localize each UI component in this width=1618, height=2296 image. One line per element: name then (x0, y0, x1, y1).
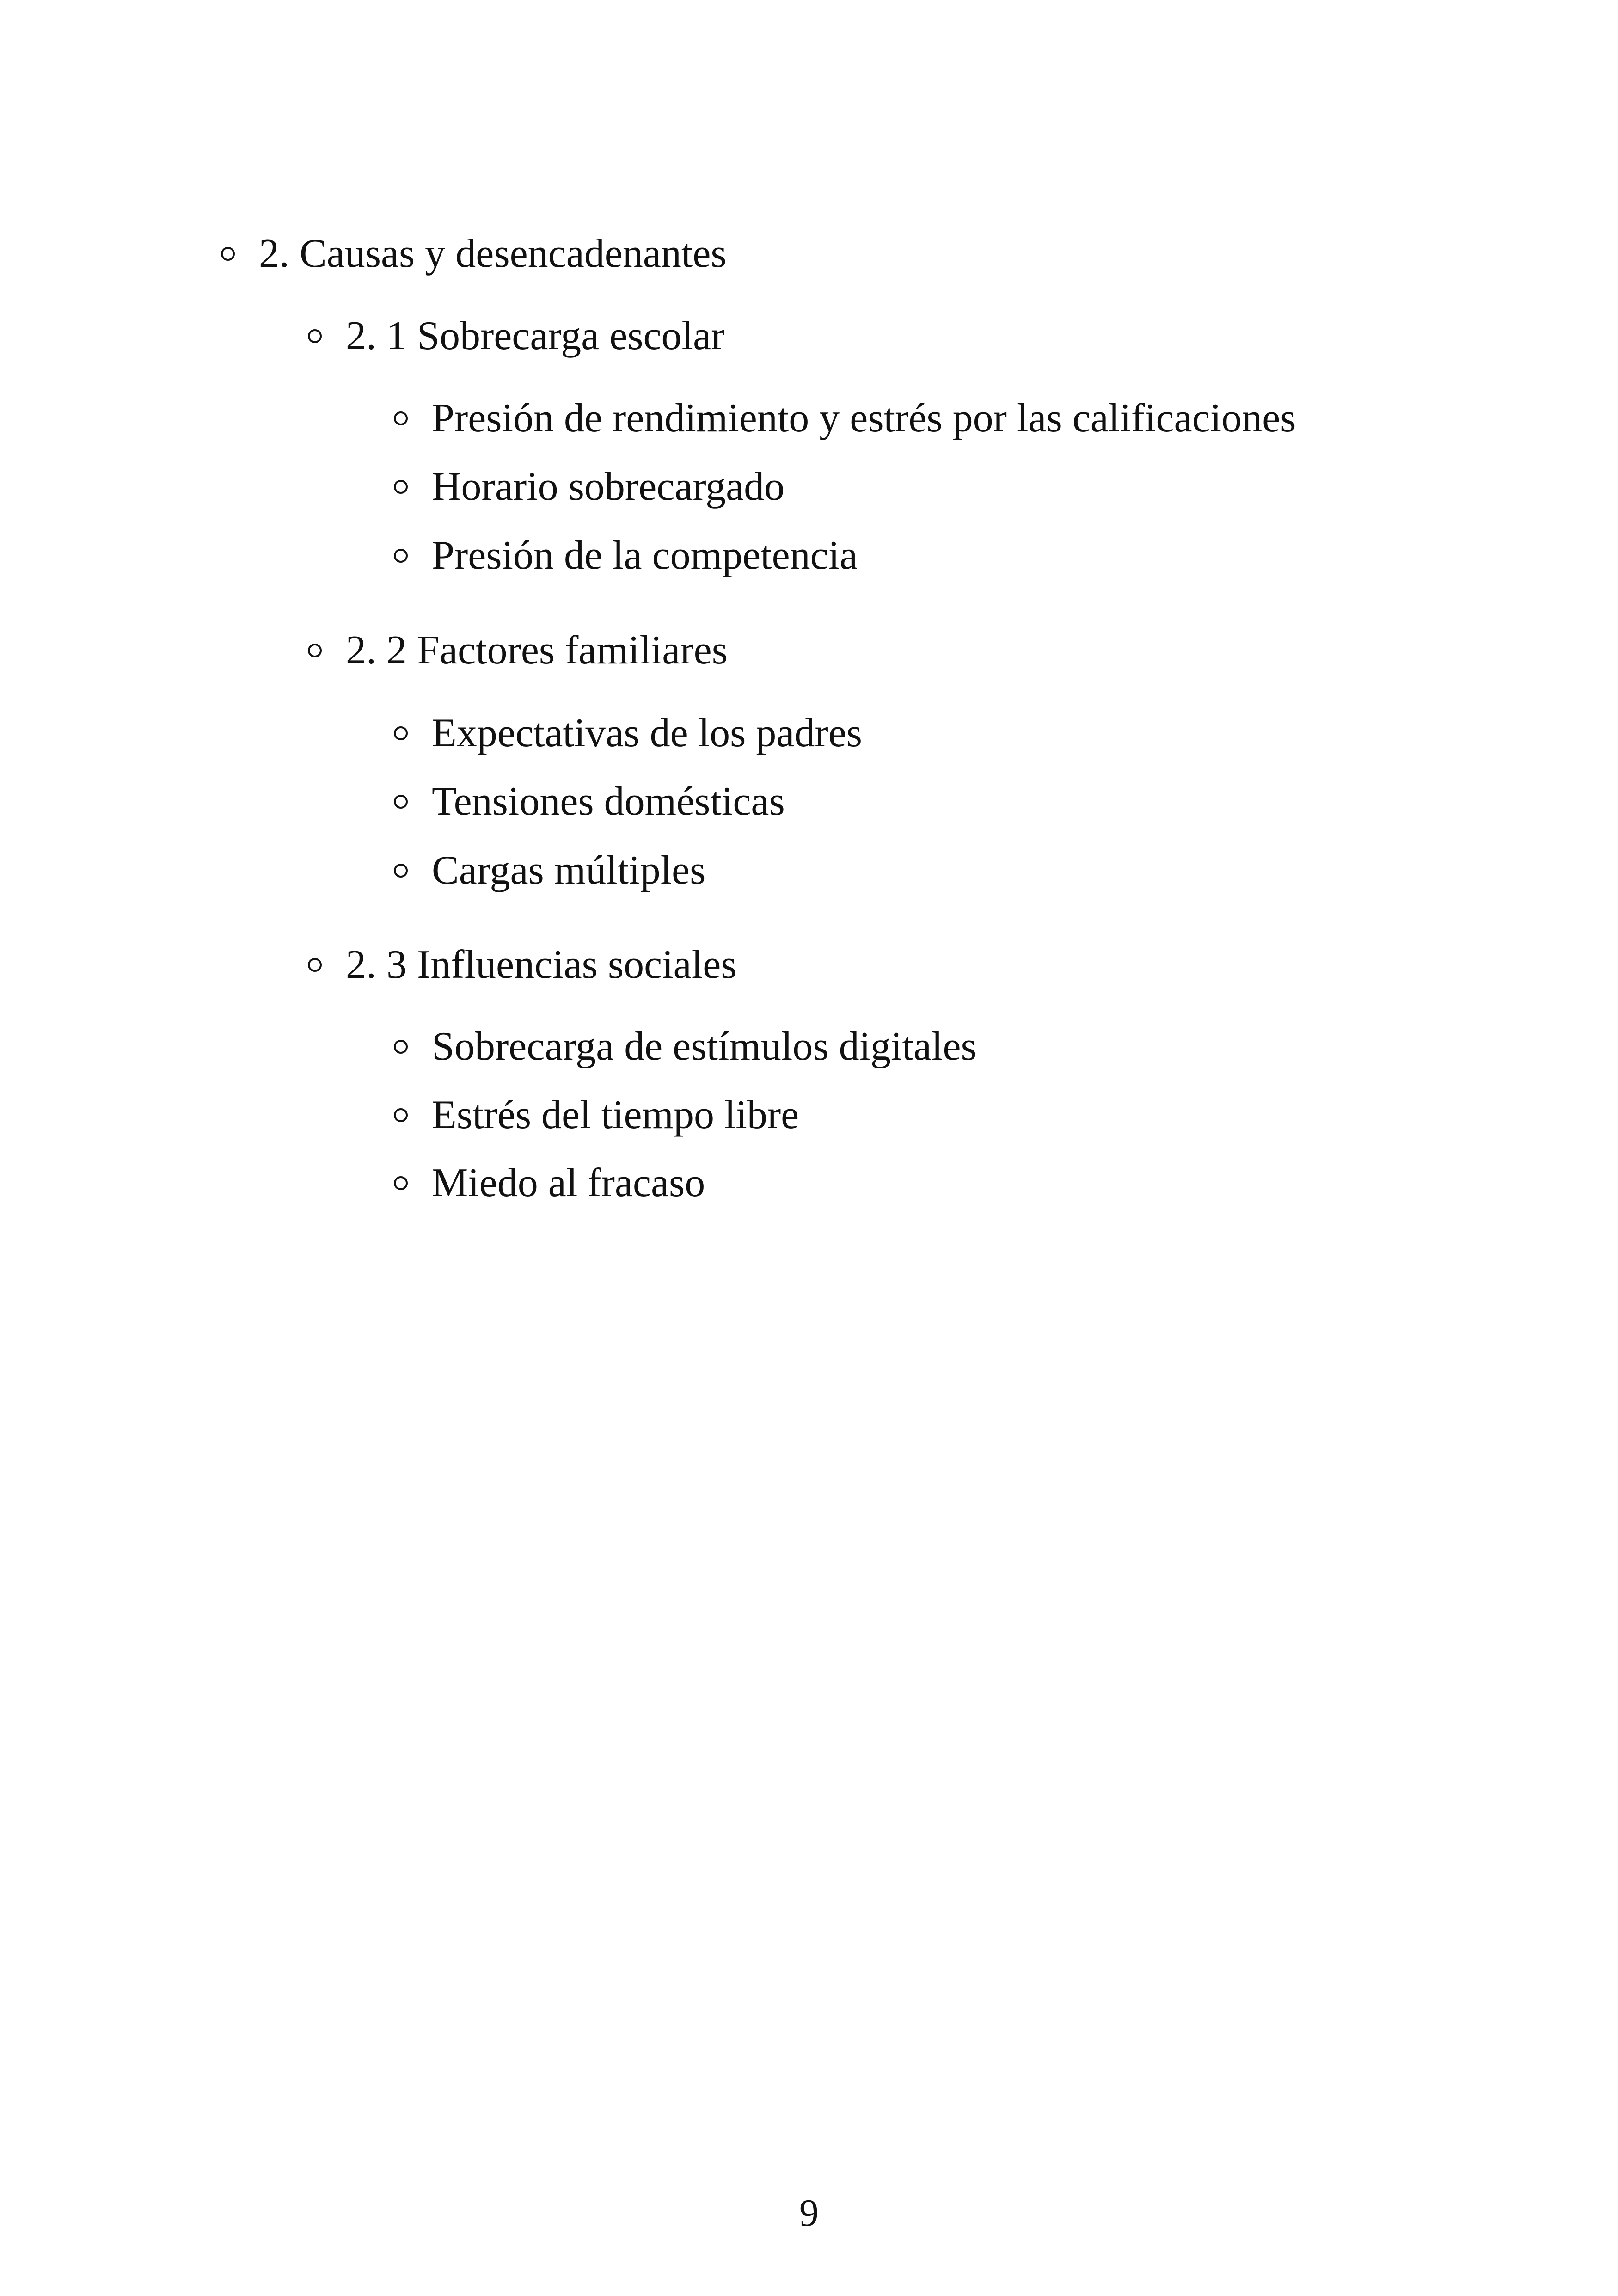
list-item (394, 535, 858, 576)
list-item (394, 1160, 705, 1205)
list-item (394, 1026, 977, 1067)
circle-bullet-icon (394, 1040, 408, 1054)
page-number: 9 (799, 2192, 819, 2235)
section-heading-text: 2. 2 Factores familiares (346, 628, 728, 673)
heading-text: 2. Causas y desencadenantes (259, 231, 727, 276)
circle-bullet-icon (394, 1108, 408, 1122)
circle-bullet-icon (308, 644, 322, 657)
circle-bullet-icon (394, 795, 408, 809)
circle-bullet-icon (394, 549, 408, 563)
circle-bullet-icon (394, 1176, 408, 1190)
list-item-text: Cargas múltiples (432, 848, 706, 893)
list-item-text: Miedo al fracaso (432, 1160, 705, 1205)
list-item (394, 464, 785, 509)
outline-heading (221, 233, 727, 274)
list-item-text: Expectativas de los padres (432, 711, 863, 755)
list-item (394, 781, 785, 822)
circle-bullet-icon (394, 480, 408, 494)
circle-bullet-icon (308, 958, 322, 972)
list-item (394, 398, 1296, 439)
list-item (394, 713, 862, 754)
section-heading-text: 2. 1 Sobrecarga escolar (346, 313, 725, 358)
circle-bullet-icon (221, 247, 235, 261)
circle-bullet-icon (394, 864, 408, 878)
circle-bullet-icon (394, 726, 408, 740)
section-heading (308, 942, 737, 987)
list-item-text: Estrés del tiempo libre (432, 1093, 799, 1137)
circle-bullet-icon (394, 411, 408, 425)
list-item-text: Horario sobrecargado (432, 464, 785, 509)
list-item (394, 1095, 799, 1136)
list-item-text: Presión de rendimiento y estrés por las calificaciones (432, 396, 1296, 441)
list-item-text: Tensiones domésticas (432, 779, 785, 824)
section-heading (308, 630, 728, 671)
section-heading (308, 313, 725, 358)
list-item-text: Sobrecarga de estímulos digitales (432, 1024, 977, 1069)
section-heading-text: 2. 3 Influencias sociales (346, 942, 737, 987)
list-item (394, 850, 705, 891)
circle-bullet-icon (308, 329, 322, 343)
list-item-text: Presión de la competencia (432, 533, 858, 578)
